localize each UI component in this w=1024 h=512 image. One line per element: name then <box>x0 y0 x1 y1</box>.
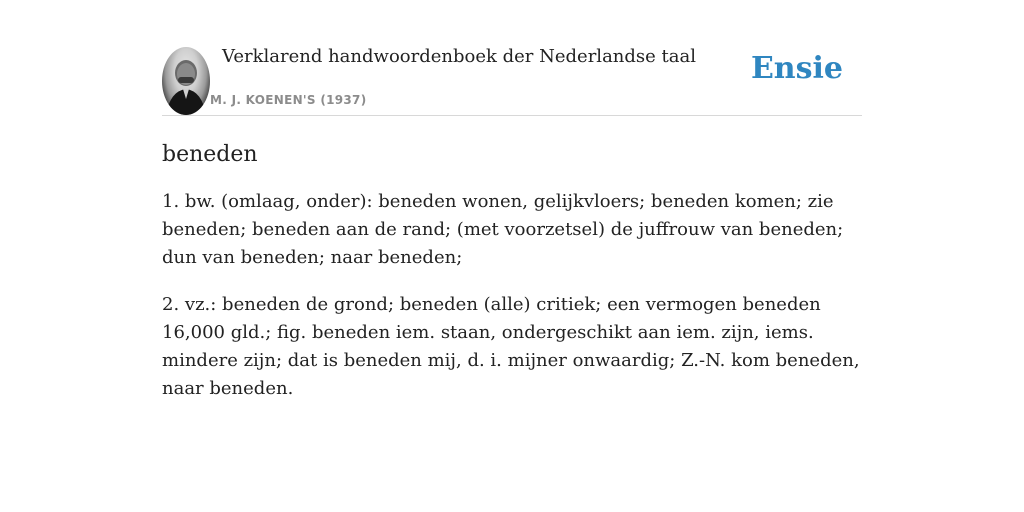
definition-1: 1. bw. (omlaag, onder): beneden wonen, gelijkvloers; beneden komen; zie beneden; beneden aan de rand; (met voorzetsel) de juffrouw van beneden; dun van beneden; naar beneden; <box>162 191 844 268</box>
headword: beneden <box>162 142 258 167</box>
author-portrait <box>162 47 210 115</box>
page <box>162 0 862 403</box>
ensie-logo[interactable]: Ensie <box>750 51 843 86</box>
author-label: M. J. KOENEN'S (1937) <box>210 93 367 107</box>
header <box>162 0 862 116</box>
book-title[interactable]: Verklarend handwoordenboek der Nederlandse taal <box>222 46 696 67</box>
definition-2: 2. vz.: beneden de grond; beneden (alle) critiek; een vermogen beneden 16,000 gld.; fig. beneden iem. staan, ondergeschikt aan iem. zijn, iems. mindere zijn; dat is beneden mij, d. i. mijner onwaardig; Z.-N. kom beneden, naar beneden. <box>162 294 860 399</box>
